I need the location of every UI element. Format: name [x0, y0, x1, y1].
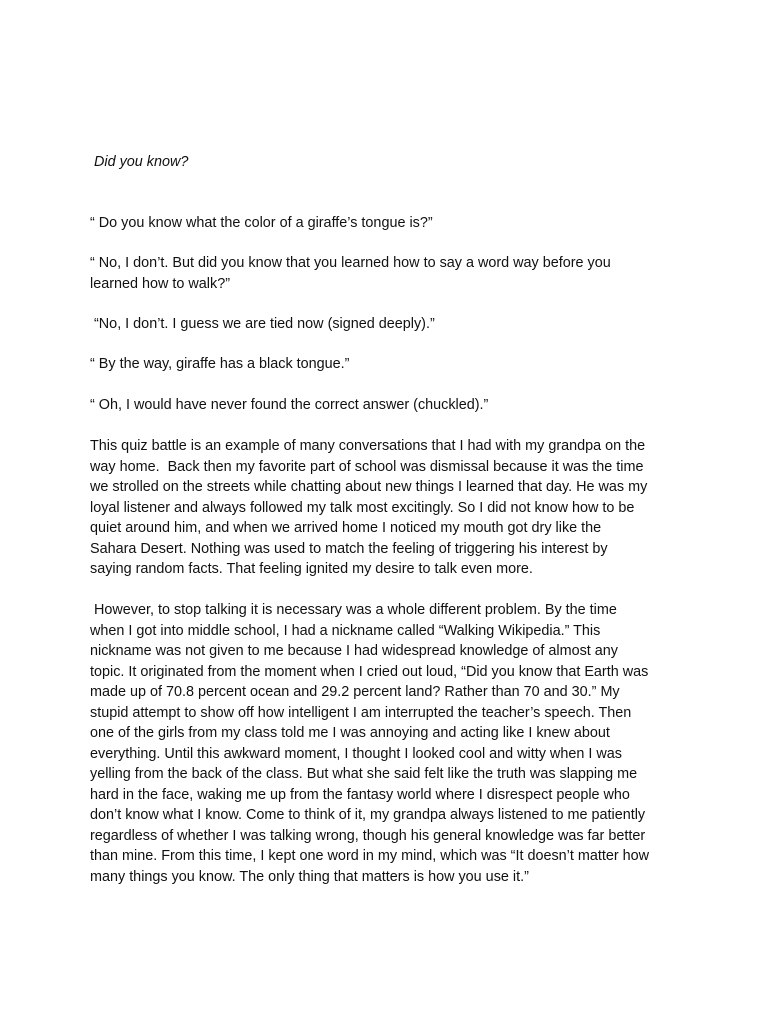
- dialogue-line-2: “ No, I don’t. But did you know that you learned how to say a word way before you learned how to walk?”: [90, 255, 611, 292]
- dialogue-line-4: “ By the way, giraffe has a black tongue.”: [90, 356, 350, 372]
- dialogue-line-5: “ Oh, I would have never found the correct answer (chuckled).”: [90, 397, 489, 413]
- body-paragraph-2: However, to stop talking it is necessary was a whole different problem. By the time when I got into middle school, I had a nickname called “Walking Wikipedia.” This nickname was not given to me because I had widespread knowledge of almost any topic. It originated from the moment when I cried out loud, “Did you know that Earth was made up of 70.8 percent ocean and 29.2 percent land? Rather than 70 and 30.” My stupid attempt to show off how intelligent I am interrupted the teacher’s speech. Then one of the girls from my class told me I was annoying and acting like I knew about everything. Until this awkward moment, I thought I looked cool and witty when I was yelling from the back of the class. But what she said felt like the truth was slapping me hard in the face, waking me up from the fantasy world where I disrespect people who don’t know what I know. Come to think of it, my grandpa always listened to me patiently regardless of whether I was talking wrong, though his general knowledge was far better than mine. From this time, I kept one word in my mind, which was “It doesn’t matter how many things you know. The only thing that matters is how you use it.”: [90, 602, 650, 885]
- dialogue-line-1: “ Do you know what the color of a giraffe’s tongue is?”: [90, 215, 433, 231]
- document-title: Did you know?: [90, 154, 189, 170]
- dialogue-line-3: “No, I don’t. I guess we are tied now (signed deeply).”: [90, 316, 435, 332]
- body-paragraph-1: This quiz battle is an example of many conversations that I had with my grandpa on the way home. Back then my favorite part of school was dismissal because it was the time we strolled on the streets while chatting about new things I learned that day. He was my loyal listener and always followed my talk most excitingly. So I did not know how to be quiet around him, and when we arrived home I noticed my mouth got dry like the Sahara Desert. Nothing was used to match the feeling of triggering his interest by saying random facts. That feeling ignited my desire to talk even more.: [90, 438, 648, 577]
